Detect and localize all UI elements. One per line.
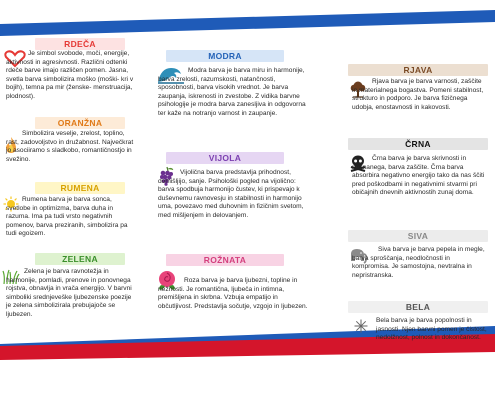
rdeca-text: Je simbol svobode, moči, energije, aktivnosti in agresivnosti. Različni odtenki rdeče barve imajo različen pomen. Jasna, svetla barva simbolizira moško (moški- kri v bojih), temna pa mir (ženske- menstruacija, plodnost). — [6, 50, 134, 100]
rjava-text: Rjava barva je barva varnosti, zaščite in materialnega bogastva. Pomeni stabilnost, strukturo in podporo. Je barva fizičnega udobja, enostavnosti in kakovosti. — [352, 78, 484, 111]
siva-text: Siva barva je barva pepela in megle, barva sproščanja, neodločnosti in kompromisa. Je samostojna, nevtralna in nepristranska. — [352, 246, 485, 279]
siva-title-bar: SIVA — [348, 230, 488, 242]
bela-text: Bela barva je barva popolnosti in jasnosti. Njen barvni pomen je čistost, nedolžnost, polnost in dokončanost. — [376, 317, 487, 342]
roznata-text: Roza barva je barva ljubezni, topline in nežnosti. Je romantična, ljubeča in intimna, premišljena in skrbna. Vzbuja empatijo in občutljivost. Predstavlja sočutje, vzgojo in ljubezen. — [158, 277, 308, 310]
roznata-title-bar: ROŽNATA — [166, 254, 284, 266]
crna-text: Črna barva je barva skrivnosti in neznanega, barva zaščite. Črna barva absorbira negativno energijo tako da nas ščiti pred poškodbami in negativnimi stvarmi pri običajnih dnevnih aktivnostih zunaj doma. — [352, 155, 485, 197]
rdeca-title-bar: RDEČA — [35, 38, 125, 50]
zelena-title-bar: ZELENA — [35, 253, 125, 265]
modra-title-bar: MODRA — [166, 50, 284, 62]
oranzna-title-bar: ORANŽNA — [35, 117, 125, 129]
bela-title-bar: BELA — [348, 301, 488, 313]
snowflake-icon — [354, 319, 368, 333]
crna-title-bar: ČRNA — [348, 138, 488, 150]
vijola-title-bar: VIJOLA — [166, 152, 284, 164]
modra-text: Modra barva je barva miru in harmonije, barva zrelosti, razumskosti, natančnosti, sposobnosti, barva visokih vrednot. Je barva zaupanja, iskrenosti in zvestobe. Z vidika barvne psihologije je modra barva zanesljiva in odgovorna ter kaže na notranjo varnost in zaupanje. — [158, 67, 306, 117]
oranzna-text: Simbolizira veselje, zrelost, toplino, rast, zadovoljstvo in družabnost. Največkrat jo asociiramo s sladkobo, romantičnostjo in svežino. — [6, 130, 134, 163]
rumena-text: Rumena barva je barva sonca, svetlobe in optimizma, barva duha in razuma. Ima pa tudi vrsto negativnih pomenov, barva preziranih, simbolizira pa tudi egoizem. — [6, 196, 128, 238]
zelena-text: Zelena je barva ravnotežja in harmonije, pomladi, prenove in ponovnega rojstva, obnavlja in vrača energijo. V barvni simboliki srednjeveške ljubezenske poezije je zelena simbolizirala prebujajoče se ljubezen. — [6, 268, 132, 318]
rumena-title-bar: RUMENA — [35, 182, 125, 194]
vijola-text: Vijolična barva predstavlja prihodnost, domišljijo, sanje. Psihološki pogled na vijolično: barva spodbuja harmonijo čustev, ki prispevajo k duševnemu ravnovesju in stabilnosti in harmonijo uma, povezavo med duhovnim in fizičnim svetom, med mišljenjem in delovanjem. — [158, 169, 304, 219]
rjava-title-bar: RJAVA — [348, 64, 488, 76]
